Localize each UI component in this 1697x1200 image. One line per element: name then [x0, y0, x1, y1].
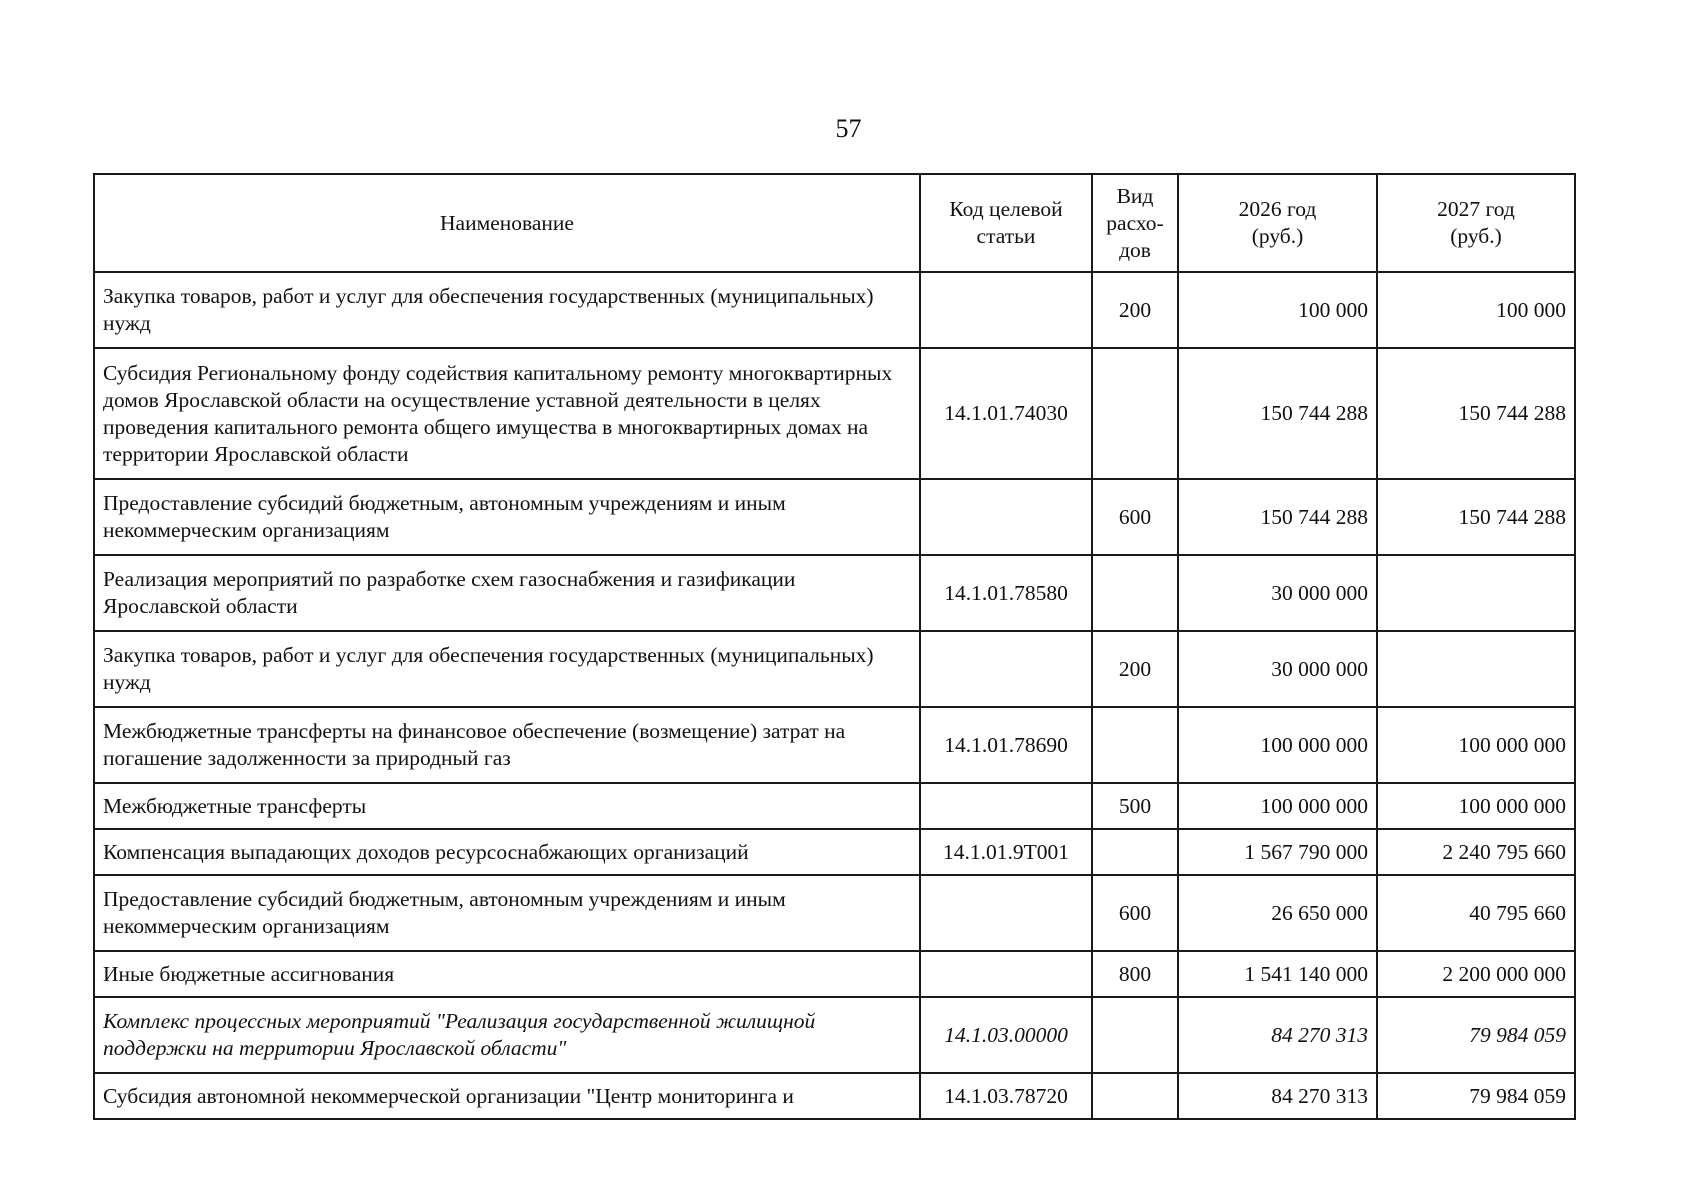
header-code-line: статьи [976, 224, 1036, 248]
cell-code [920, 783, 1092, 829]
cell-expense-type: 800 [1092, 951, 1178, 997]
cell-name: Межбюджетные трансферты на финансовое обеспечение (возмещение) затрат на погашение задолженности за природный газ [94, 707, 920, 783]
page-number: 57 [835, 114, 862, 143]
table-row [94, 479, 1575, 555]
header-code-line: Код целевой [949, 197, 1063, 221]
table-row [94, 1073, 1575, 1119]
cell-expense-type: 200 [1092, 272, 1178, 348]
table-row [94, 951, 1575, 997]
cell-expense-type [1092, 829, 1178, 875]
header-2027-line: (руб.) [1450, 224, 1502, 248]
cell-2026: 30 000 000 [1178, 631, 1377, 707]
table-row [94, 875, 1575, 951]
cell-2026: 150 744 288 [1178, 348, 1377, 479]
cell-2027: 100 000 [1377, 272, 1575, 348]
cell-name: Предоставление субсидий бюджетным, автономным учреждениям и иным некоммерческим организациям [94, 875, 920, 951]
cell-name: Закупка товаров, работ и услуг для обеспечения государственных (муниципальных) нужд [94, 631, 920, 707]
header-code [920, 174, 1092, 272]
cell-2026: 84 270 313 [1178, 997, 1377, 1073]
cell-code: 14.1.03.78720 [920, 1073, 1092, 1119]
cell-2027: 150 744 288 [1377, 479, 1575, 555]
cell-code: 14.1.01.78580 [920, 555, 1092, 631]
header-name: Наименование [94, 174, 920, 272]
header-2027-line: 2027 год [1437, 197, 1515, 221]
cell-2027 [1377, 555, 1575, 631]
cell-expense-type [1092, 348, 1178, 479]
cell-expense-type [1092, 707, 1178, 783]
cell-2026: 84 270 313 [1178, 1073, 1377, 1119]
cell-2027: 2 200 000 000 [1377, 951, 1575, 997]
cell-name: Межбюджетные трансферты [94, 783, 920, 829]
table-row [94, 783, 1575, 829]
cell-expense-type [1092, 1073, 1178, 1119]
table-row [94, 272, 1575, 348]
header-2026-line: (руб.) [1251, 224, 1304, 248]
cell-name: Субсидия автономной некоммерческой организации "Центр мониторинга и [94, 1073, 920, 1119]
cell-expense-type: 500 [1092, 783, 1178, 829]
cell-expense-type: 200 [1092, 631, 1178, 707]
table-row [94, 348, 1575, 479]
cell-code: 14.1.01.9Т001 [920, 829, 1092, 875]
cell-code [920, 875, 1092, 951]
cell-2027: 79 984 059 [1377, 1073, 1575, 1119]
header-expense-type [1092, 174, 1178, 272]
cell-expense-type: 600 [1092, 479, 1178, 555]
header-type-line: расхо- [1106, 210, 1164, 235]
cell-2027: 150 744 288 [1377, 348, 1575, 479]
cell-name: Предоставление субсидий бюджетным, автономным учреждениям и иным некоммерческим организациям [94, 479, 920, 555]
cell-name: Компенсация выпадающих доходов ресурсоснабжающих организаций [94, 829, 920, 875]
cell-2026: 100 000 [1178, 272, 1377, 348]
table-row [94, 997, 1575, 1073]
cell-name: Закупка товаров, работ и услуг для обеспечения государственных (муниципальных) нужд [94, 272, 920, 348]
cell-name: Комплекс процессных мероприятий "Реализация государственной жилищной поддержки на территории Ярославской области" [94, 997, 920, 1073]
cell-code: 14.1.01.78690 [920, 707, 1092, 783]
cell-expense-type: 600 [1092, 875, 1178, 951]
cell-2027 [1377, 631, 1575, 707]
cell-code [920, 272, 1092, 348]
cell-name: Иные бюджетные ассигнования [94, 951, 920, 997]
table-row [94, 707, 1575, 783]
header-type-line: Вид [1116, 183, 1154, 208]
cell-code [920, 479, 1092, 555]
cell-2026: 100 000 000 [1178, 783, 1377, 829]
budget-table [93, 173, 1576, 1120]
cell-2027: 100 000 000 [1377, 783, 1575, 829]
header-2026-line: 2026 год [1238, 197, 1317, 221]
cell-code: 14.1.01.74030 [920, 348, 1092, 479]
cell-2026: 150 744 288 [1178, 479, 1377, 555]
cell-2026: 100 000 000 [1178, 707, 1377, 783]
cell-code: 14.1.03.00000 [920, 997, 1092, 1073]
table-row [94, 829, 1575, 875]
cell-name: Реализация мероприятий по разработке схем газоснабжения и газификации Ярославской области [94, 555, 920, 631]
table-header-row [94, 174, 1575, 272]
table-row [94, 555, 1575, 631]
cell-name: Субсидия Региональному фонду содействия капитальному ремонту многоквартирных домов Ярославской области на осуществление уставной деятельности в целях проведения капитального ремонта общего имущества в многоквартирных домах на территории Ярославской области [94, 348, 920, 479]
cell-code [920, 631, 1092, 707]
cell-2026: 30 000 000 [1178, 555, 1377, 631]
cell-2027: 2 240 795 660 [1377, 829, 1575, 875]
header-2026 [1178, 174, 1377, 272]
cell-2026: 1 567 790 000 [1178, 829, 1377, 875]
cell-expense-type [1092, 555, 1178, 631]
cell-2027: 100 000 000 [1377, 707, 1575, 783]
cell-2026: 1 541 140 000 [1178, 951, 1377, 997]
cell-2027: 79 984 059 [1377, 997, 1575, 1073]
header-type-line: дов [1119, 237, 1151, 262]
cell-2027: 40 795 660 [1377, 875, 1575, 951]
cell-2026: 26 650 000 [1178, 875, 1377, 951]
table-row [94, 631, 1575, 707]
cell-expense-type [1092, 997, 1178, 1073]
cell-code [920, 951, 1092, 997]
header-2027 [1377, 174, 1575, 272]
